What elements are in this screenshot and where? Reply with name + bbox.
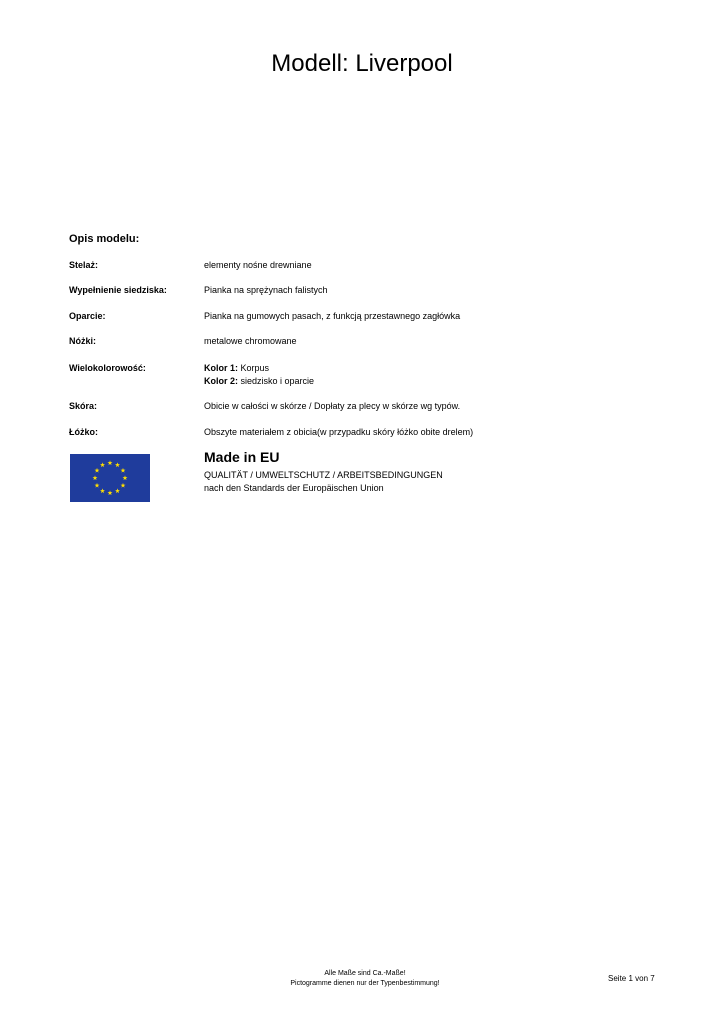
spec-label: Łóżko: [69,427,98,437]
spec-label: Oparcie: [69,311,106,321]
spec-value: metalowe chromowane [204,336,297,346]
spec-value: Pianka na gumowych pasach, z funkcją przestawnego zagłówka [204,311,461,321]
spec-label: Wielokolorowość: [69,363,146,373]
color1-key: Kolor 1: [204,363,239,373]
section-heading: Opis modelu: [69,233,140,245]
page-title: Modell: Liverpool [271,50,453,77]
spec-value: Obicie w całości w skórze / Dopłaty za plecy w skórze wg typów. [204,401,461,411]
made-in-eu-note: nach den Standards der Europäischen Union [204,483,384,493]
spec-label: Nóżki: [69,336,96,346]
page-number: Seite 1 von 7 [608,974,655,983]
spec-row-multicolor [69,362,669,390]
color1-line [204,362,664,375]
footer-line-2: Pictogramme dienen nur der Typenbestimmung! [290,980,440,987]
color2-key: Kolor 2: [204,376,239,386]
color2-value: siedzisko i oparcie [238,376,315,386]
spec-label: Stelaż: [69,260,99,270]
made-in-eu-standards: QUALITÄT / UMWELTSCHUTZ / ARBEITSBEDINGUNGEN [204,470,443,480]
color1-value: Korpus [238,363,270,373]
made-in-eu-title: Made in EU [204,449,280,465]
spec-label: Wypełnienie siedziska: [69,285,167,295]
spec-value: Pianka na sprężynach falistych [204,285,328,295]
spec-value [204,362,664,388]
spec-value: elementy nośne drewniane [204,260,312,270]
footer-line-1: Alle Maße sind Ca.-Maße! [324,970,406,977]
color2-line [204,375,664,388]
eu-flag-icon [70,454,150,502]
spec-label: Skóra: [69,401,98,411]
spec-value: Obszyte materiałem z obicia(w przypadku skóry łóżko obite drelem) [204,427,474,437]
